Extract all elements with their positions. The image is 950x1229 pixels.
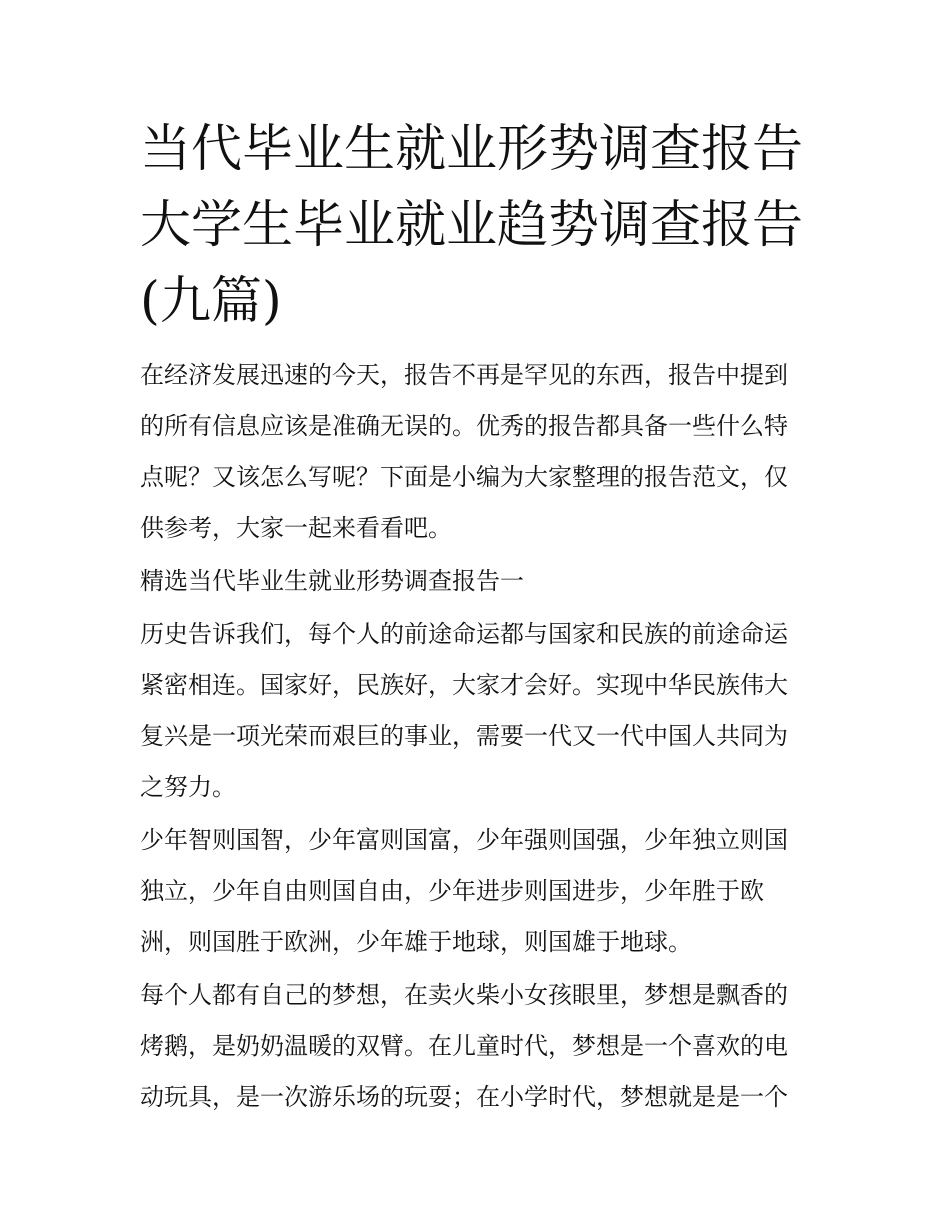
text-line: 独立，少年自由则国自由，少年进步则国进步，少年胜于欧 [140, 877, 764, 905]
text-line: 少年智则国智，少年富则国富，少年强则国强，少年独立则国 [140, 826, 788, 854]
text-line: 在经济发展迅速的今天，报告不再是罕见的东西，报告中提到 [140, 361, 788, 389]
text-line: 点呢？又该怎么写呢？下面是小编为大家整理的报告范文，仅 [140, 463, 788, 491]
text-line: 洲，则国胜于欧洲，少年雄于地球，则国雄于地球。 [140, 928, 692, 956]
title-line: 当代毕业生就业形势调查报告 [140, 120, 804, 179]
title-line: (九篇) [140, 272, 282, 331]
body-paragraph [140, 815, 812, 968]
title-line: 大学生毕业就业趋势调查报告 [140, 196, 804, 255]
document-page [140, 112, 812, 1125]
section-heading [140, 556, 812, 607]
text-line: 紧密相连。国家好，民族好，大家才会好。实现中华民族伟大 [140, 671, 788, 699]
intro-paragraph [140, 350, 812, 554]
body-paragraph [140, 970, 812, 1123]
text-line: 烤鹅，是奶奶温暖的双臂。在儿童时代，梦想是一个喜欢的电 [140, 1032, 788, 1060]
text-line: 精选当代毕业生就业形势调查报告一 [140, 567, 524, 595]
document-title [140, 112, 812, 340]
text-line: 供参考，大家一起来看看吧。 [140, 514, 452, 542]
text-line: 的所有信息应该是准确无误的。优秀的报告都具备一些什么特 [140, 412, 788, 440]
text-line: 复兴是一项光荣而艰巨的事业，需要一代又一代中国人共同为 [140, 722, 788, 750]
body-paragraph [140, 609, 812, 813]
text-line: 历史告诉我们，每个人的前途命运都与国家和民族的前途命运 [140, 620, 788, 648]
text-line: 每个人都有自己的梦想，在卖火柴小女孩眼里，梦想是飘香的 [140, 981, 788, 1009]
text-line: 之努力。 [140, 773, 236, 801]
text-line: 动玩具，是一次游乐场的玩耍；在小学时代，梦想就是是一个 [140, 1083, 788, 1111]
